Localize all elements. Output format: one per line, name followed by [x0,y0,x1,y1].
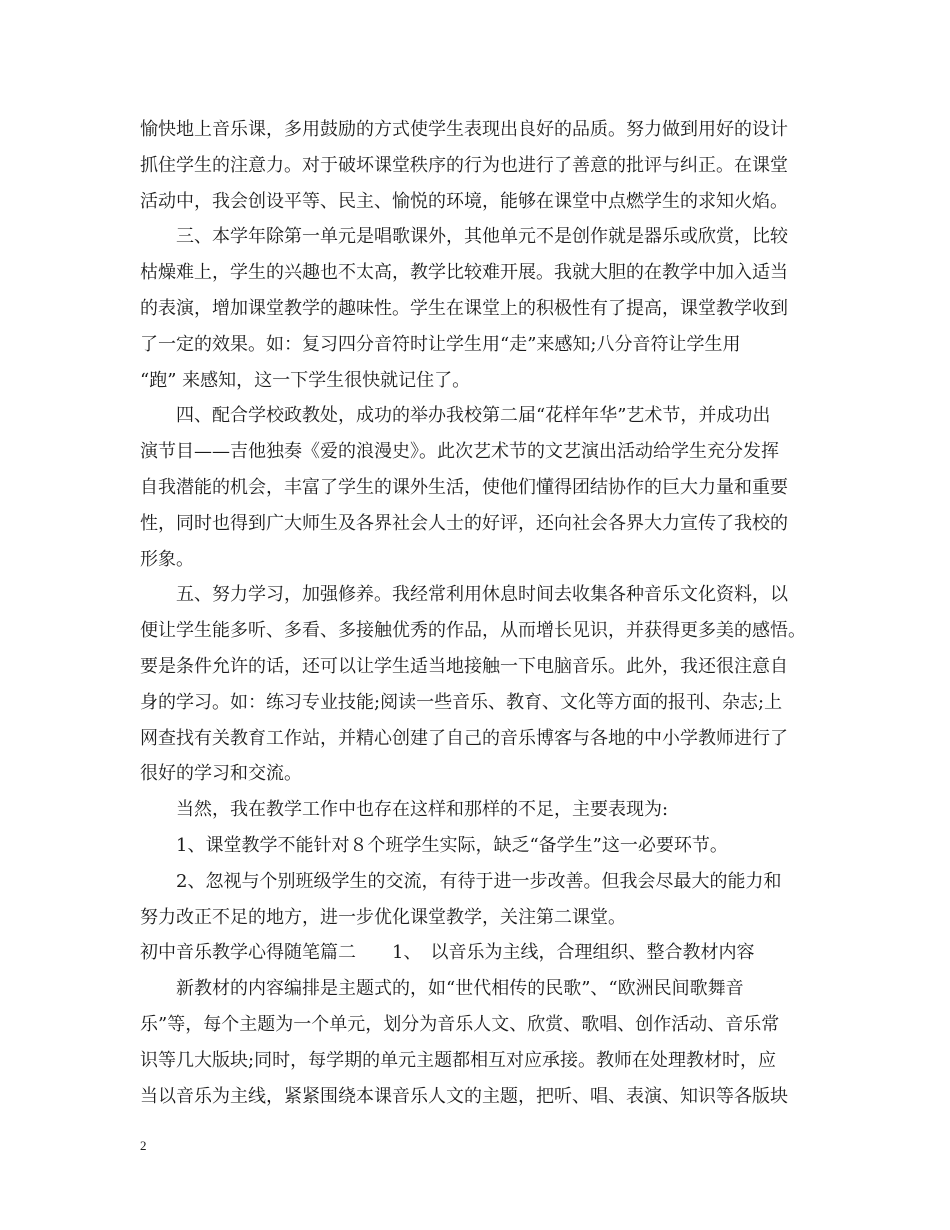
text-line: 自我潜能的机会，丰富了学生的课外生活，使他们懂得团结协作的巨大力量和重要 [140,476,788,498]
text-line: 活动中，我会创设平等、民主、愉悦的环境，能够在课堂中点燃学生的求知火焰。 [140,190,788,212]
list-item: 2、忽视与个别班级学生的交流，有待于进一步改善。但我会尽最大的能力和 [176,870,782,892]
text-line: 了一定的效果。如：复习四分音符时让学生用“走”来感知;八分音符让学生用 [140,333,741,355]
list-item: 1、课堂教学不能针对８个班学生实际，缺乏“备学生”这一必要环节。 [176,834,728,856]
body-text [140,112,820,1114]
text-line: 便让学生能多听、多看、多接触优秀的作品，从而增长见识，并获得更多美的感悟。 [140,620,806,642]
paragraph-start: 三、本学年除第一单元是唱歌课外，其他单元不是创作就是器乐或欣赏，比较 [176,226,788,248]
paragraph-start: 当然，我在教学工作中也存在这样和那样的不足，主要表现为: [176,799,669,821]
text-line: 识等几大版块;同时，每学期的单元主题都相互对应承接。教师在处理教材时，应 [140,1049,777,1071]
paragraph-start: 新教材的内容编排是主题式的，如“世代相传的民歌”、“欧洲民间歌舞音 [176,978,744,1000]
text-line: 抓住学生的注意力。对于破坏课堂秩序的行为也进行了善意的批评与纠正。在课堂 [140,154,788,176]
text-line: 努力改正不足的地方，进一步优化课堂教学，关注第二课堂。 [140,906,626,928]
text-line: 要是条件允许的话，还可以让学生适当地接触一下电脑音乐。此外，我还很注意自 [140,655,788,677]
text-line: 的表演，增加课堂教学的趣味性。学生在课堂上的积极性有了提高，课堂教学收到 [140,297,788,319]
text-line: 很好的学习和交流。 [140,763,302,785]
text-line: “跑” 来感知，这一下学生很快就记住了。 [140,369,471,391]
text-line: 当以音乐为主线，紧紧围绕本课音乐人文的主题，把听、唱、表演、知识等各版块 [140,1085,788,1107]
text-line: 乐”等，每个主题为一个单元，划分为音乐人文、欣赏、歌唱、创作活动、音乐常 [140,1013,780,1035]
text-line: 性，同时也得到广大师生及各界社会人士的好评，还向社会各界大力宣传了我校的 [140,512,788,534]
text-line: 枯燥难上，学生的兴趣也不太高，教学比较难开展。我就大胆的在教学中加入适当 [140,262,788,284]
text-line: 形象。 [140,548,194,570]
paragraph-start: 四、配合学校政教处，成功的举办我校第二届“花样年华”艺术节，并成功出 [176,405,771,427]
text-line: 身的学习。如：练习专业技能;阅读一些音乐、教育、文化等方面的报刊、杂志;上 [140,691,783,713]
page-number: 2 [140,1138,147,1153]
text-line: 愉快地上音乐课，多用鼓励的方式使学生表现出良好的品质。努力做到用好的设计 [140,119,788,140]
paragraph-start: 五、努力学习，加强修养。我经常利用休息时间去收集各种音乐文化资料，以 [176,584,788,606]
text-line: 演节目——吉他独奏《爱的浪漫史》。此次艺术节的文艺演出活动给学生充分发挥 [140,441,779,463]
text-line: 网查找有关教育工作站，并精心创建了自己的音乐博客与各地的中小学教师进行了 [140,727,788,749]
section-heading: 初中音乐教学心得随笔篇二 1、 以音乐为主线，合理组织、整合教材内容 [140,942,755,964]
